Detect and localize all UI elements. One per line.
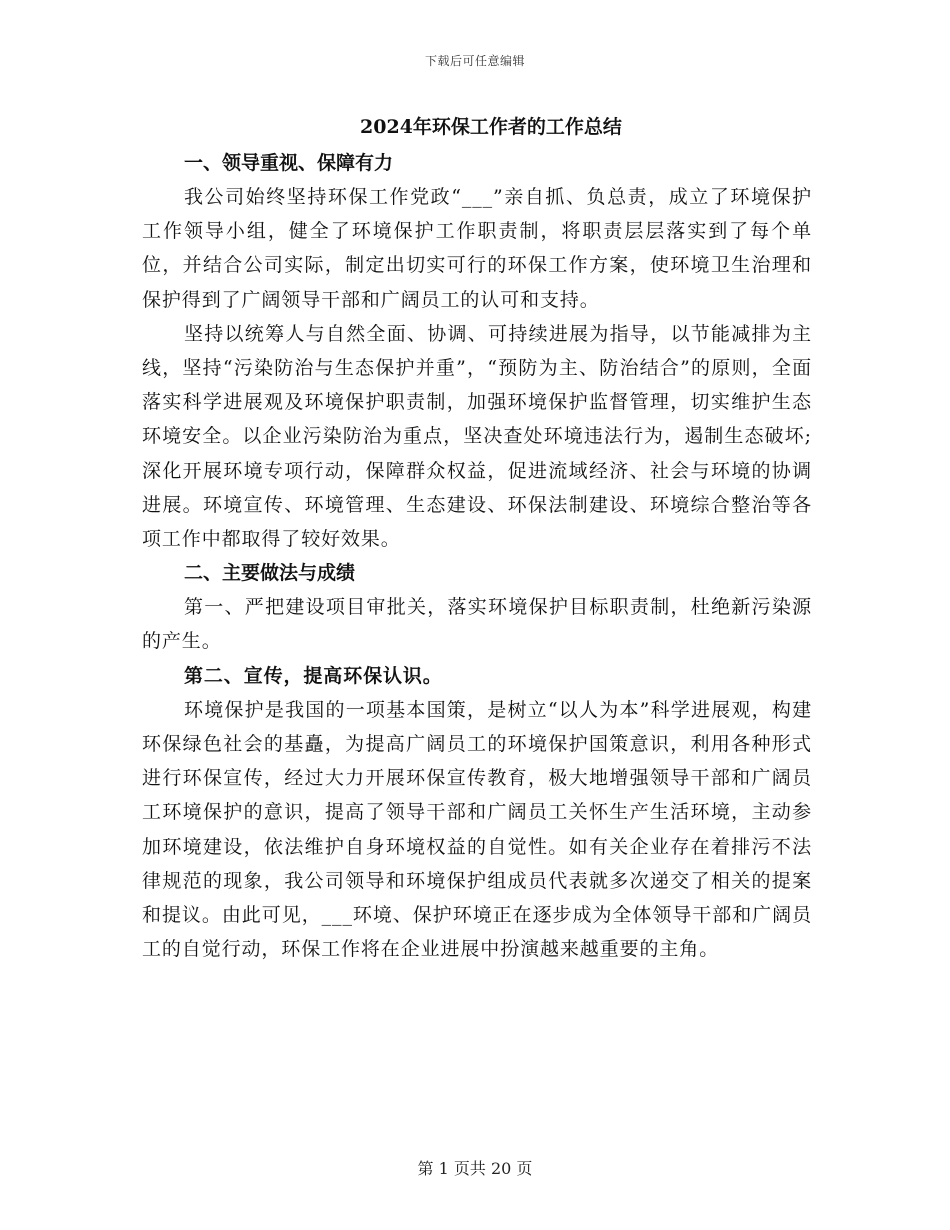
- paragraph-4-subheading: 第二、宣传，提高环保认识。: [184, 664, 443, 687]
- document-title: 2024年环保工作者的工作总结: [360, 116, 622, 138]
- page-number: 第 1 页共 20 页: [417, 1159, 533, 1178]
- paragraph-2: 坚持以统筹人与自然全面、协调、可持续进展为指导，以节能减排为主线，坚持“污染防治与生态保护并重”，“预防为主、防治结合”的原则，全面落实科学进展观及环境保护职责制，加强环境保护监督管理，切实维护生态环境安全。以企业污染防治为重点，坚决查处环境违法行为，遏制生态破坏;深化开展环境专项行动，保障群众权益，促进流域经济、社会与环境的协调进展。环境宣传、环境管理、生态建设、环保法制建设、环境综合整治等各项工作中都取得了较好效果。: [142, 322, 812, 551]
- paragraph-5: 环境保护是我国的一项基本国策，是树立“以人为本”科学进展观，构建环保绿色社会的基矗，为提高广阔员工的环境保护国策意识，利用各种形式进行环保宣传，经过大力开展环保宣传教育，极大地增强领导干部和广阔员工环境保护的意识，提高了领导干部和广阔员工关怀生产生活环境，主动参加环境建设，依法维护自身环境权益的自觉性。如有关企业存在着排污不法律规范的现象，我公司领导和环境保护组成员代表就多次递交了相关的提案和提议。由此可见，___环境、保护环境正在逐步成为全体领导干部和广阔员工的自觉行动，环保工作将在企业进展中扮演越来越重要的主角。: [142, 698, 812, 961]
- section-heading-2: 二、主要做法与成绩: [184, 562, 356, 585]
- page-header: 下载后可任意编辑: [424, 54, 525, 68]
- document-body: [142, 112, 812, 966]
- section-heading-1: 一、领导重视、保障有力: [184, 152, 394, 174]
- paragraph-1: 我公司始终坚持环保工作党政“___”亲自抓、负总责，成立了环境保护工作领导小组，健全了环境保护工作职责制，将职责层层落实到了每个单位，并结合公司实际，制定出切实可行的环保工作方案，使环境卫生治理和保护得到了广阔领导干部和广阔员工的认可和支持。: [142, 186, 812, 311]
- paragraph-3: 第一、严把建设项目审批关，落实环境保护目标职责制，杜绝新污染源的产生。: [142, 596, 812, 653]
